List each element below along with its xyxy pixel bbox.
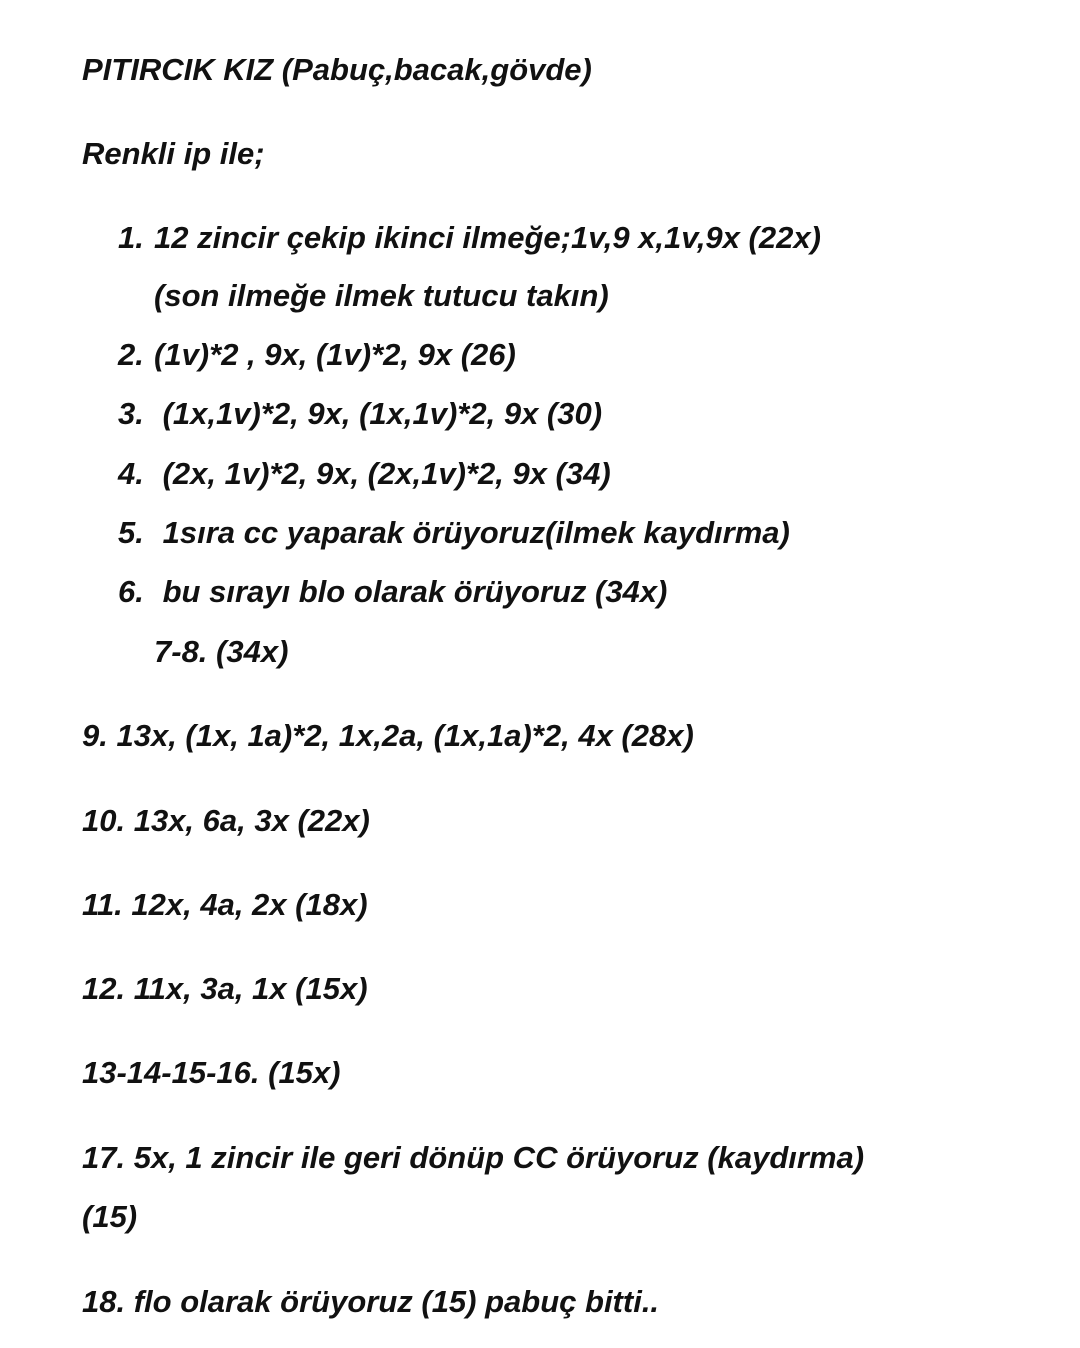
list-item [118,222,821,253]
list-item [118,458,611,489]
list-item [118,517,790,548]
list-number: 2. [118,337,144,372]
list-item [118,398,602,429]
list-number: 1. [118,220,144,255]
document-subtitle: Renkli ip ile; [82,136,265,171]
document-title: PITIRCIK KIZ (Pabuç,bacak,gövde) [82,52,592,87]
list-number: 3. [118,396,144,431]
list-text: (2x, 1v)*2, 9x, (2x,1v)*2, 9x (34) [154,456,611,491]
list-number: 6. [118,574,144,609]
row-instruction: 12. 11x, 3a, 1x (15x) [82,971,368,1006]
list-text: (1v)*2 , 9x, (1v)*2, 9x (26) [154,337,516,372]
list-item [118,576,667,607]
row-instruction: 17. 5x, 1 zincir ile geri dönüp CC örüyoruz (kaydırma) [82,1140,865,1175]
list-text: 12 zincir çekip ikinci ilmeğe;1v,9 x,1v,9x (22x) [154,220,821,255]
list-item-continuation: (son ilmeğe ilmek tutucu takın) [154,278,609,313]
row-instruction: 9. 13x, (1x, 1a)*2, 1x,2a, (1x,1a)*2, 4x (28x) [82,718,694,753]
list-item [118,339,516,370]
list-text: bu sırayı blo olarak örüyoruz (34x) [154,574,668,609]
list-text: (1x,1v)*2, 9x, (1x,1v)*2, 9x (30) [154,396,603,431]
row-instruction-continuation: (15) [82,1199,138,1234]
row-instruction: 18. flo olarak örüyoruz (15) pabuç bitti.. [82,1284,660,1319]
row-instruction: 10. 13x, 6a, 3x (22x) [82,803,370,838]
list-number: 4. [118,456,144,491]
list-number: 5. [118,515,144,550]
list-text: 1sıra cc yaparak örüyoruz(ilmek kaydırma) [154,515,790,550]
row-instruction: 11. 12x, 4a, 2x (18x) [82,887,368,922]
list-item-continuation: 7-8. (34x) [154,634,289,669]
row-instruction: 13-14-15-16. (15x) [82,1055,341,1090]
